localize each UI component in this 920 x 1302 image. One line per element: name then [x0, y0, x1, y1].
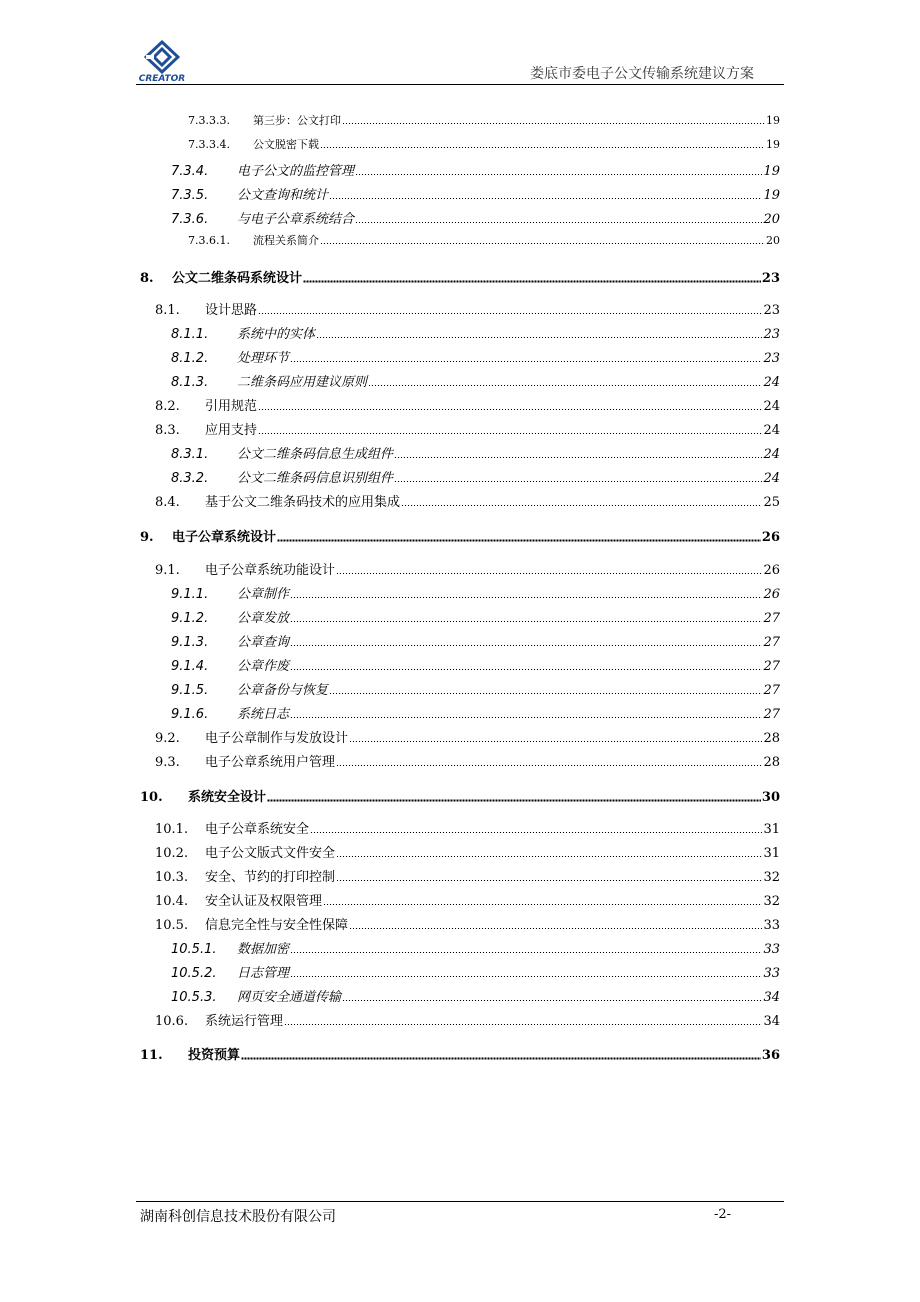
toc-entry-page: 24	[763, 447, 780, 462]
toc-entry-number: 8.1.1.	[171, 327, 209, 342]
toc-entry-number: 7.3.6.1.	[188, 234, 230, 247]
toc-entry-number: 10.1.	[155, 822, 189, 837]
toc-entry-page: 27	[763, 683, 780, 698]
toc-entry-page: 26	[763, 563, 780, 578]
toc-entry-title: 系统安全设计	[188, 790, 267, 805]
toc-entry-page: 23	[763, 327, 780, 342]
toc-entry-title: 公文查询和统计	[237, 188, 329, 203]
toc-entry[interactable]	[155, 866, 780, 885]
toc-entry[interactable]	[188, 232, 780, 248]
toc-entry-title: 投资预算	[188, 1048, 241, 1063]
toc-dot-leader	[277, 539, 761, 542]
toc-entry-title: 电子公文的监控管理	[237, 164, 355, 179]
toc-entry-number: 7.3.5.	[171, 188, 209, 203]
toc-dot-leader	[290, 621, 762, 622]
toc-entry-page: 32	[763, 894, 780, 909]
toc-entry[interactable]	[155, 818, 780, 837]
toc-entry-number: 10.5.1.	[171, 942, 217, 957]
toc-entry[interactable]	[171, 631, 780, 650]
toc-entry-page: 32	[763, 870, 780, 885]
toc-entry[interactable]	[188, 136, 780, 152]
toc-entry[interactable]	[155, 751, 780, 770]
toc-entry-number: 7.3.4.	[171, 164, 209, 179]
toc-entry-page: 27	[763, 635, 780, 650]
toc-entry-page: 23	[761, 271, 780, 286]
toc-entry-page: 28	[763, 755, 780, 770]
toc-entry-title: 公章作废	[237, 659, 290, 674]
toc-entry[interactable]	[171, 962, 780, 981]
toc-dot-leader	[290, 952, 762, 953]
toc-dot-leader	[316, 337, 762, 338]
toc-entry-page: 23	[763, 351, 780, 366]
toc-entry-title: 公文二维条码信息识别组件	[237, 471, 394, 486]
toc-entry[interactable]	[155, 419, 780, 438]
toc-entry-title: 第三步：公文打印	[253, 114, 341, 127]
toc-entry[interactable]	[171, 679, 780, 698]
toc-entry-title: 公章制作	[237, 587, 290, 602]
toc-dot-leader	[368, 385, 762, 386]
toc-dot-leader	[336, 856, 762, 857]
toc-entry-page: 26	[761, 530, 780, 545]
toc-entry-title: 电子公章系统安全	[205, 822, 310, 837]
toc-entry-title: 电子公章制作与发放设计	[205, 731, 349, 746]
toc-dot-leader	[290, 717, 762, 718]
toc-entry-number: 9.1.1.	[171, 587, 209, 602]
toc-entry-page: 25	[763, 495, 780, 510]
toc-entry-page: 24	[763, 399, 780, 414]
toc-entry[interactable]	[171, 184, 780, 203]
toc-entry-title: 安全认证及权限管理	[205, 894, 323, 909]
toc-dot-leader	[303, 280, 761, 283]
toc-entry-title: 设计思路	[205, 303, 258, 318]
toc-entry[interactable]	[171, 443, 780, 462]
toc-dot-leader	[394, 481, 762, 482]
toc-entry-page: 28	[763, 731, 780, 746]
toc-entry-page: 31	[763, 846, 780, 861]
toc-dot-leader	[349, 741, 762, 742]
toc-entry-page: 27	[763, 707, 780, 722]
toc-dot-leader	[320, 243, 765, 244]
toc-dot-leader	[258, 313, 762, 314]
toc-entry-page: 31	[763, 822, 780, 837]
toc-entry-number: 10.5.	[155, 918, 189, 933]
toc-entry[interactable]	[171, 607, 780, 626]
toc-entry[interactable]	[188, 112, 780, 128]
toc-entry[interactable]	[171, 347, 780, 366]
toc-entry-title: 公章查询	[237, 635, 290, 650]
toc-entry-number: 8.3.2.	[171, 471, 209, 486]
toc-entry-title: 信息完全性与安全性保障	[205, 918, 349, 933]
toc-entry-page: 19	[766, 114, 780, 127]
footer-divider	[136, 1201, 784, 1202]
footer-company-name: 湖南科创信息技术股份有限公司	[140, 1209, 336, 1225]
toc-dot-leader	[267, 799, 761, 802]
toc-entry-number: 9.1.2.	[171, 611, 209, 626]
toc-dot-leader	[336, 880, 762, 881]
toc-entry-title: 安全、节约的打印控制	[205, 870, 336, 885]
toc-entry-title: 网页安全通道传输	[237, 990, 342, 1005]
toc-entry-title: 数据加密	[237, 942, 290, 957]
document-header-title: 娄底市委电子公文传输系统建议方案	[530, 66, 754, 82]
toc-entry-number: 9.1.4.	[171, 659, 209, 674]
toc-entry-title: 应用支持	[205, 423, 258, 438]
toc-entry-title: 系统日志	[237, 707, 290, 722]
toc-entry-page: 34	[763, 990, 780, 1005]
toc-entry-page: 19	[763, 188, 780, 203]
toc-entry-page: 33	[763, 966, 780, 981]
toc-entry-page: 30	[761, 790, 780, 805]
toc-entry[interactable]	[140, 526, 780, 545]
toc-entry-title: 电子公章系统设计	[172, 530, 277, 545]
toc-dot-leader	[323, 904, 762, 905]
toc-entry-title: 电子公章系统功能设计	[205, 563, 336, 578]
toc-entry[interactable]	[155, 842, 780, 861]
toc-entry-title: 系统中的实体	[237, 327, 316, 342]
toc-entry-page: 26	[763, 587, 780, 602]
toc-entry[interactable]	[171, 208, 780, 227]
toc-dot-leader	[342, 123, 765, 124]
footer-page-number: -2-	[714, 1207, 732, 1222]
toc-dot-leader	[329, 198, 762, 199]
toc-entry-page: 20	[766, 234, 780, 247]
toc-entry-title: 引用规范	[205, 399, 258, 414]
toc-dot-leader	[290, 645, 762, 646]
toc-entry-number: 8.1.2.	[171, 351, 209, 366]
toc-entry-number: 8.1.	[155, 303, 180, 318]
toc-dot-leader	[355, 222, 762, 223]
toc-entry-number: 10.4.	[155, 894, 189, 909]
toc-dot-leader	[290, 597, 762, 598]
toc-dot-leader	[310, 832, 762, 833]
logo-text: CREATOR	[138, 74, 186, 84]
toc-entry[interactable]	[155, 395, 780, 414]
toc-entry-title: 电子公章系统用户管理	[205, 755, 336, 770]
toc-entry[interactable]	[171, 323, 780, 342]
toc-dot-leader	[320, 147, 765, 148]
company-logo	[136, 40, 188, 88]
toc-entry-number: 7.3.3.3.	[188, 114, 230, 127]
toc-entry-title: 公章发放	[237, 611, 290, 626]
toc-dot-leader	[342, 1000, 762, 1001]
toc-entry-page: 24	[763, 471, 780, 486]
toc-dot-leader	[349, 928, 762, 929]
toc-entry[interactable]	[171, 986, 780, 1005]
toc-entry-number: 10.5.2.	[171, 966, 217, 981]
toc-dot-leader	[394, 457, 762, 458]
toc-entry-number: 8.4.	[155, 495, 180, 510]
toc-entry-number: 8.2.	[155, 399, 180, 414]
toc-entry-page: 24	[763, 375, 780, 390]
toc-dot-leader	[401, 505, 762, 506]
toc-entry-page: 24	[763, 423, 780, 438]
toc-entry-title: 公文二维条码系统设计	[172, 271, 303, 286]
toc-entry-number: 8.3.1.	[171, 447, 209, 462]
toc-entry[interactable]	[155, 559, 780, 578]
toc-dot-leader	[355, 174, 762, 175]
toc-dot-leader	[284, 1024, 762, 1025]
toc-entry[interactable]	[140, 786, 780, 805]
toc-entry-page: 33	[763, 942, 780, 957]
toc-entry[interactable]	[171, 938, 780, 957]
creator-logo-icon	[144, 40, 180, 74]
toc-dot-leader	[258, 409, 762, 410]
toc-entry-page: 19	[763, 164, 780, 179]
toc-entry-number: 9.1.6.	[171, 707, 209, 722]
toc-entry-number: 9.1.5.	[171, 683, 209, 698]
toc-entry[interactable]	[155, 890, 780, 909]
toc-entry-number: 11.	[140, 1048, 163, 1063]
toc-entry-page: 19	[766, 138, 780, 151]
header-divider	[136, 84, 784, 85]
toc-entry-title: 公章备份与恢复	[237, 683, 329, 698]
toc-entry-number: 9.1.3.	[171, 635, 209, 650]
toc-entry-title: 基于公文二维条码技术的应用集成	[205, 495, 401, 510]
toc-entry[interactable]	[155, 727, 780, 746]
toc-entry-title: 处理环节	[237, 351, 290, 366]
toc-entry[interactable]	[171, 583, 780, 602]
toc-entry-number: 9.1.	[155, 563, 180, 578]
toc-dot-leader	[241, 1057, 761, 1060]
toc-entry-title: 日志管理	[237, 966, 290, 981]
toc-entry-number: 8.1.3.	[171, 375, 209, 390]
toc-entry-title: 电子公文版式文件安全	[205, 846, 336, 861]
toc-entry[interactable]	[140, 1044, 780, 1063]
toc-entry-number: 9.2.	[155, 731, 180, 746]
toc-entry[interactable]	[155, 491, 780, 510]
toc-entry-number: 8.	[140, 271, 154, 286]
toc-entry[interactable]	[171, 467, 780, 486]
toc-entry[interactable]	[155, 299, 780, 318]
toc-dot-leader	[290, 669, 762, 670]
toc-entry-number: 7.3.6.	[171, 212, 209, 227]
toc-entry-page: 33	[763, 918, 780, 933]
toc-entry-number: 7.3.3.4.	[188, 138, 230, 151]
toc-dot-leader	[258, 433, 762, 434]
toc-dot-leader	[336, 573, 762, 574]
toc-entry-title: 公文脱密下载	[253, 138, 319, 151]
toc-dot-leader	[336, 765, 762, 766]
toc-dot-leader	[290, 361, 762, 362]
toc-entry[interactable]	[171, 160, 780, 179]
toc-entry-number: 9.3.	[155, 755, 180, 770]
toc-entry-title: 系统运行管理	[205, 1014, 284, 1029]
toc-entry-number: 10.5.3.	[171, 990, 217, 1005]
toc-entry[interactable]	[155, 914, 780, 933]
toc-entry-page: 27	[763, 659, 780, 674]
toc-entry-page: 36	[761, 1048, 780, 1063]
toc-entry[interactable]	[171, 655, 780, 674]
toc-entry-page: 34	[763, 1014, 780, 1029]
toc-entry-number: 8.3.	[155, 423, 180, 438]
toc-entry[interactable]	[171, 371, 780, 390]
toc-dot-leader	[290, 976, 762, 977]
toc-entry-page: 27	[763, 611, 780, 626]
toc-entry[interactable]	[155, 1010, 780, 1029]
toc-entry-number: 10.2.	[155, 846, 189, 861]
toc-entry-title: 流程关系简介	[253, 234, 319, 247]
toc-entry-number: 9.	[140, 530, 154, 545]
toc-entry-page: 20	[763, 212, 780, 227]
toc-entry-page: 23	[763, 303, 780, 318]
toc-entry-number: 10.	[140, 790, 163, 805]
toc-dot-leader	[329, 693, 762, 694]
toc-entry-title: 公文二维条码信息生成组件	[237, 447, 394, 462]
toc-entry[interactable]	[140, 267, 780, 286]
toc-entry-number: 10.3.	[155, 870, 189, 885]
toc-entry-title: 二维条码应用建议原则	[237, 375, 368, 390]
toc-entry[interactable]	[171, 703, 780, 722]
toc-entry-title: 与电子公章系统结合	[237, 212, 355, 227]
toc-entry-number: 10.6.	[155, 1014, 189, 1029]
